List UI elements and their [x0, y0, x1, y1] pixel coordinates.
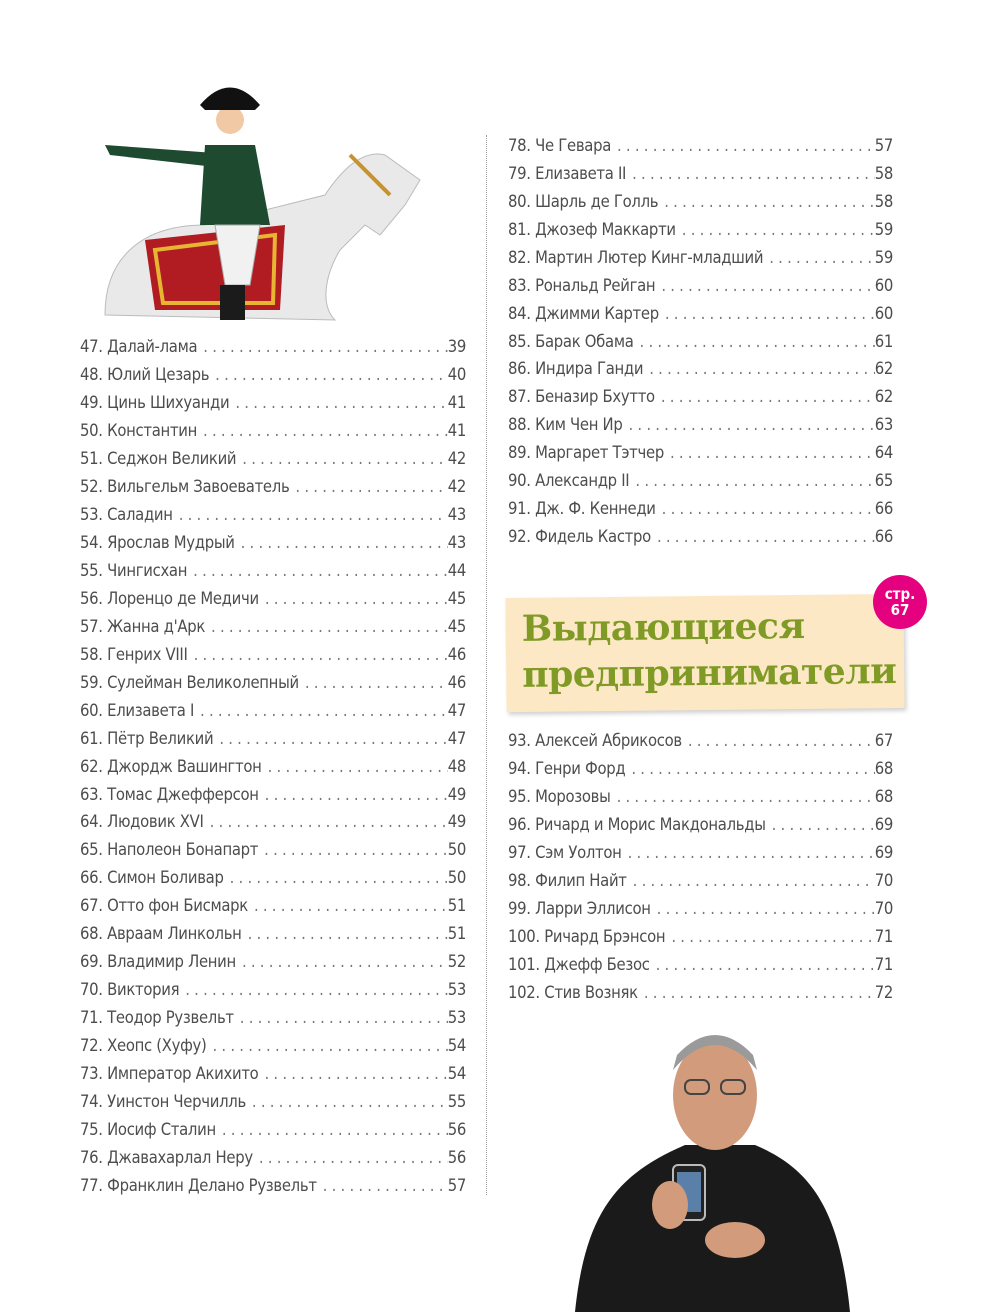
- toc-entry-page: 62: [874, 359, 893, 379]
- toc-entry[interactable]: [80, 477, 466, 501]
- toc-entry-page: 69: [874, 843, 893, 862]
- toc-entry-title: 58. Генрих VIII: [80, 644, 188, 664]
- leader-dots: [219, 729, 447, 748]
- toc-entry-title: 97. Сэм Уолтон: [508, 843, 622, 862]
- toc-entry-title: 73. Император Акихито: [80, 1064, 259, 1084]
- toc-entry[interactable]: [508, 304, 893, 328]
- toc-entry[interactable]: [80, 421, 466, 445]
- toc-entry-page: 45: [447, 588, 466, 608]
- toc-entry-title: 54. Ярослав Мудрый: [80, 532, 235, 552]
- leader-dots: [264, 1064, 447, 1083]
- toc-entry-page: 59: [874, 247, 893, 267]
- leader-dots: [211, 617, 448, 636]
- leader-dots: [772, 815, 875, 834]
- toc-entry-page: 52: [447, 952, 466, 972]
- leader-dots: [632, 164, 875, 183]
- leader-dots: [259, 1148, 448, 1167]
- leader-dots: [688, 731, 875, 750]
- toc-entry-page: 47: [447, 728, 466, 748]
- toc-entry-title: 72. Хеопс (Хуфу): [80, 1036, 207, 1056]
- leader-dots: [254, 896, 448, 915]
- leader-dots: [305, 673, 448, 692]
- column-divider: [486, 135, 487, 1195]
- toc-entry-title: 49. Цинь Шихуанди: [80, 392, 230, 412]
- leader-dots: [193, 561, 448, 580]
- toc-entry-page: 51: [447, 924, 466, 944]
- toc-entry-title: 68. Авраам Линкольн: [80, 924, 242, 944]
- leader-dots: [662, 499, 875, 518]
- toc-entry[interactable]: [80, 673, 466, 697]
- leader-dots: [235, 393, 447, 412]
- toc-entry-page: 69: [874, 815, 893, 834]
- leader-dots: [210, 812, 448, 831]
- toc-entry-page: 57: [874, 136, 893, 155]
- leader-dots: [212, 1036, 447, 1055]
- toc-entry-page: 61: [874, 331, 893, 351]
- toc-entry-title: 55. Чингисхан: [80, 560, 188, 580]
- leader-dots: [670, 443, 875, 462]
- napoleon-on-horse-illustration: [85, 75, 430, 325]
- toc-entry-page: 47: [447, 700, 466, 720]
- toc-entry-title: 96. Ричард и Морис Макдональды: [508, 815, 766, 834]
- toc-entry-page: 42: [447, 448, 466, 468]
- toc-entry-page: 53: [447, 980, 466, 1000]
- toc-entry-page: 43: [447, 504, 466, 524]
- toc-entry[interactable]: [80, 757, 466, 781]
- page-badge: [873, 575, 927, 629]
- toc-entry-title: 81. Джозеф Маккарти: [508, 219, 676, 239]
- leader-dots: [617, 787, 875, 806]
- leader-dots: [633, 871, 875, 890]
- leader-dots: [657, 899, 875, 918]
- toc-entry-page: 41: [447, 420, 466, 440]
- leader-dots: [240, 1008, 448, 1027]
- toc-entry-page: 42: [447, 476, 466, 496]
- toc-entry-title: 65. Наполеон Бонапарт: [80, 840, 259, 860]
- leader-dots: [242, 449, 447, 468]
- toc-entry-page: 53: [447, 1008, 466, 1028]
- leader-dots: [194, 645, 448, 664]
- toc-entry-page: 60: [874, 303, 893, 323]
- toc-entry[interactable]: [80, 1148, 466, 1172]
- toc-entry-title: 60. Елизавета I: [80, 700, 195, 720]
- toc-entry-page: 50: [447, 868, 466, 888]
- toc-entry-page: 49: [447, 784, 466, 804]
- toc-entry[interactable]: [80, 505, 466, 529]
- toc-entry[interactable]: [508, 899, 893, 923]
- toc-entry-title: 62. Джордж Вашингтон: [80, 756, 262, 776]
- toc-entry[interactable]: [80, 1120, 466, 1144]
- leader-dots: [185, 980, 447, 999]
- leader-dots: [664, 192, 874, 211]
- toc-entry-page: 46: [447, 672, 466, 692]
- toc-entry[interactable]: [508, 220, 893, 244]
- leader-dots: [628, 415, 874, 434]
- toc-entry[interactable]: [508, 731, 893, 755]
- toc-entry[interactable]: [80, 337, 466, 361]
- toc-entry-page: 72: [874, 983, 893, 1002]
- toc-entry[interactable]: [80, 393, 466, 417]
- section-heading-line2: предприниматели: [521, 649, 897, 696]
- toc-entry-page: 54: [447, 1036, 466, 1056]
- toc-entry-page: 58: [874, 163, 893, 183]
- leader-dots: [203, 337, 447, 356]
- leader-dots: [644, 983, 875, 1002]
- toc-entry-title: 50. Константин: [80, 420, 198, 440]
- toc-entry-title: 70. Виктория: [80, 980, 180, 1000]
- toc-entry[interactable]: [80, 533, 466, 557]
- toc-entry-page: 56: [447, 1148, 466, 1168]
- toc-entry-page: 70: [874, 871, 893, 890]
- toc-entry[interactable]: [80, 449, 466, 473]
- toc-entry-title: 74. Уинстон Черчилль: [80, 1092, 246, 1112]
- section-heading-box: [505, 594, 904, 712]
- toc-entry-title: 59. Сулейман Великолепный: [80, 672, 299, 692]
- toc-entry-title: 78. Че Гевара: [508, 136, 611, 155]
- toc-entry-page: 54: [447, 1064, 466, 1084]
- toc-entry-page: 65: [874, 471, 893, 491]
- toc-entry-title: 93. Алексей Абрикосов: [508, 731, 682, 750]
- toc-entry[interactable]: [80, 617, 466, 641]
- leader-dots: [200, 701, 448, 720]
- toc-entry[interactable]: [80, 868, 466, 892]
- toc-entry-title: 48. Юлий Цезарь: [80, 364, 210, 384]
- toc-entry-title: 79. Елизавета II: [508, 163, 627, 183]
- toc-entry-title: 71. Теодор Рузвельт: [80, 1008, 234, 1028]
- toc-entry-title: 94. Генри Форд: [508, 759, 626, 778]
- toc-entry-page: 41: [447, 392, 466, 412]
- leader-dots: [264, 840, 448, 859]
- leader-dots: [769, 248, 874, 267]
- toc-entry-page: 70: [874, 899, 893, 918]
- leader-dots: [671, 927, 874, 946]
- leader-dots: [265, 589, 448, 608]
- toc-entry-title: 63. Томас Джефферсон: [80, 784, 259, 804]
- page-badge-number: 67: [890, 601, 910, 619]
- page-badge-label: стр.: [884, 585, 916, 603]
- toc-entry-title: 52. Вильгельм Завоеватель: [80, 476, 290, 496]
- toc-entry-title: 102. Стив Возняк: [508, 983, 638, 1002]
- toc-entry-page: 49: [447, 812, 466, 832]
- toc-entry-page: 71: [874, 927, 893, 946]
- toc-entry-page: 68: [874, 759, 893, 778]
- leader-dots: [649, 359, 874, 378]
- leader-dots: [248, 924, 448, 943]
- leader-dots: [628, 843, 875, 862]
- leader-dots: [635, 471, 874, 490]
- toc-entry-title: 67. Отто фон Бисмарк: [80, 896, 248, 916]
- toc-entry[interactable]: [508, 759, 893, 783]
- toc-entry-page: 45: [447, 616, 466, 636]
- toc-entry-title: 76. Джавахарлал Неру: [80, 1148, 253, 1168]
- toc-entry[interactable]: [508, 815, 893, 839]
- leader-dots: [215, 365, 448, 384]
- toc-entry-page: 50: [447, 840, 466, 860]
- leader-dots: [631, 759, 874, 778]
- toc-entry-page: 64: [874, 443, 893, 463]
- toc-entry-title: 80. Шарль де Голль: [508, 191, 659, 211]
- toc-entry-title: 47. Далай-лама: [80, 337, 198, 356]
- toc-entry-title: 91. Дж. Ф. Кеннеди: [508, 499, 656, 519]
- toc-entry[interactable]: [508, 927, 893, 951]
- toc-entry-page: 66: [874, 499, 893, 519]
- toc-entry-title: 53. Саладин: [80, 504, 173, 524]
- toc-entry[interactable]: [508, 192, 893, 216]
- toc-entry[interactable]: [80, 645, 466, 669]
- toc-entry-page: 71: [874, 955, 893, 974]
- leader-dots: [268, 757, 448, 776]
- toc-entry-page: 39: [447, 337, 466, 356]
- toc-entry-title: 95. Морозовы: [508, 787, 611, 806]
- toc-entry-title: 98. Филип Найт: [508, 871, 627, 890]
- toc-entry-page: 56: [447, 1120, 466, 1140]
- toc-entry-page: 58: [874, 191, 893, 211]
- toc-entry[interactable]: [80, 1036, 466, 1060]
- toc-entry-title: 66. Симон Боливар: [80, 868, 224, 888]
- toc-entry-title: 77. Франклин Делано Рузвельт: [80, 1176, 317, 1196]
- leader-dots: [656, 955, 875, 974]
- leader-dots: [665, 304, 875, 323]
- toc-entry[interactable]: [508, 387, 893, 411]
- toc-entry-page: 60: [874, 275, 893, 295]
- toc-entry[interactable]: [508, 359, 893, 383]
- toc-entry[interactable]: [80, 1064, 466, 1088]
- toc-entry[interactable]: [508, 164, 893, 188]
- toc-entry-page: 66: [874, 527, 893, 547]
- leader-dots: [252, 1092, 448, 1111]
- toc-entry-title: 64. Людовик XVI: [80, 812, 204, 832]
- toc-entry-title: 92. Фидель Кастро: [508, 527, 651, 547]
- toc-entry-title: 99. Ларри Эллисон: [508, 899, 651, 918]
- steve-jobs-photo: [575, 1025, 855, 1312]
- leader-dots: [661, 276, 874, 295]
- toc-entry-title: 88. Ким Чен Ир: [508, 415, 623, 435]
- leader-dots: [241, 533, 448, 552]
- toc-entry[interactable]: [80, 952, 466, 976]
- leader-dots: [682, 220, 875, 239]
- section-heading-line1: Выдающиеся: [521, 604, 805, 650]
- toc-entry-page: 44: [447, 560, 466, 580]
- toc-entry-title: 61. Пётр Великий: [80, 728, 214, 748]
- toc-entry-page: 51: [447, 896, 466, 916]
- leader-dots: [179, 505, 448, 524]
- leader-dots: [203, 421, 448, 440]
- toc-entry[interactable]: [80, 1092, 466, 1116]
- leader-dots: [222, 1120, 448, 1139]
- toc-entry[interactable]: [508, 415, 893, 439]
- toc-entry-title: 89. Маргарет Тэтчер: [508, 443, 664, 463]
- toc-entry-page: 46: [447, 644, 466, 664]
- toc-entry[interactable]: [80, 980, 466, 1004]
- toc-entry-title: 100. Ричард Брэнсон: [508, 927, 666, 946]
- toc-entry[interactable]: [508, 471, 893, 495]
- toc-entry-page: 40: [447, 364, 466, 384]
- toc-entry[interactable]: [508, 276, 893, 300]
- section-heading: [521, 602, 896, 698]
- toc-entry-title: 75. Иосиф Сталин: [80, 1120, 216, 1140]
- leader-dots: [617, 136, 875, 155]
- leader-dots: [661, 387, 875, 406]
- toc-entry-page: 43: [447, 532, 466, 552]
- toc-entry[interactable]: [80, 701, 466, 725]
- toc-entry-page: 67: [874, 731, 893, 750]
- toc-entry[interactable]: [80, 365, 466, 389]
- toc-entry-page: 68: [874, 787, 893, 806]
- toc-entry-title: 86. Индира Ганди: [508, 359, 644, 379]
- toc-entry-page: 62: [874, 387, 893, 407]
- toc-entry-title: 84. Джимми Картер: [508, 303, 659, 323]
- leader-dots: [323, 1176, 448, 1195]
- toc-entry[interactable]: [80, 896, 466, 920]
- toc-entry[interactable]: [80, 812, 466, 836]
- toc-entry-title: 82. Мартин Лютер Кинг-младший: [508, 247, 764, 267]
- toc-entry[interactable]: [80, 840, 466, 864]
- toc-entry-title: 56. Лоренцо де Медичи: [80, 588, 259, 608]
- toc-entry-title: 51. Седжон Великий: [80, 448, 237, 468]
- toc-entry-page: 59: [874, 219, 893, 239]
- toc-entry-page: 48: [447, 756, 466, 776]
- toc-entry[interactable]: [508, 136, 893, 160]
- toc-entry-title: 57. Жанна д'Арк: [80, 616, 206, 636]
- toc-entry-page: 63: [874, 415, 893, 435]
- toc-entry-title: 69. Владимир Ленин: [80, 952, 236, 972]
- toc-entry[interactable]: [508, 499, 893, 523]
- leader-dots: [640, 332, 875, 351]
- toc-entry[interactable]: [508, 443, 893, 467]
- toc-entry[interactable]: [80, 924, 466, 948]
- toc-entry[interactable]: [80, 589, 466, 613]
- leader-dots: [295, 477, 447, 496]
- toc-entry-title: 85. Барак Обама: [508, 331, 634, 351]
- toc-entry[interactable]: [508, 871, 893, 895]
- toc-entry-title: 101. Джефф Безос: [508, 955, 650, 974]
- toc-entry[interactable]: [80, 729, 466, 753]
- leader-dots: [657, 527, 875, 546]
- toc-entry[interactable]: [508, 248, 893, 272]
- toc-entry[interactable]: [80, 1176, 466, 1200]
- toc-entry-page: 55: [447, 1092, 466, 1112]
- toc-entry[interactable]: [508, 955, 893, 979]
- toc-entry[interactable]: [508, 332, 893, 356]
- leader-dots: [265, 785, 448, 804]
- toc-entry[interactable]: [80, 785, 466, 809]
- toc-entry[interactable]: [508, 527, 893, 551]
- toc-entry-title: 83. Рональд Рейган: [508, 275, 656, 295]
- toc-entry[interactable]: [508, 787, 893, 811]
- toc-entry-title: 87. Беназир Бхутто: [508, 387, 655, 407]
- leader-dots: [242, 952, 448, 971]
- toc-entry[interactable]: [80, 561, 466, 585]
- toc-entry-page: 57: [447, 1176, 466, 1196]
- leader-dots: [230, 868, 448, 887]
- toc-entry[interactable]: [80, 1008, 466, 1032]
- toc-entry[interactable]: [508, 983, 893, 1007]
- toc-entry-title: 90. Александр II: [508, 471, 630, 491]
- toc-entry[interactable]: [508, 843, 893, 867]
